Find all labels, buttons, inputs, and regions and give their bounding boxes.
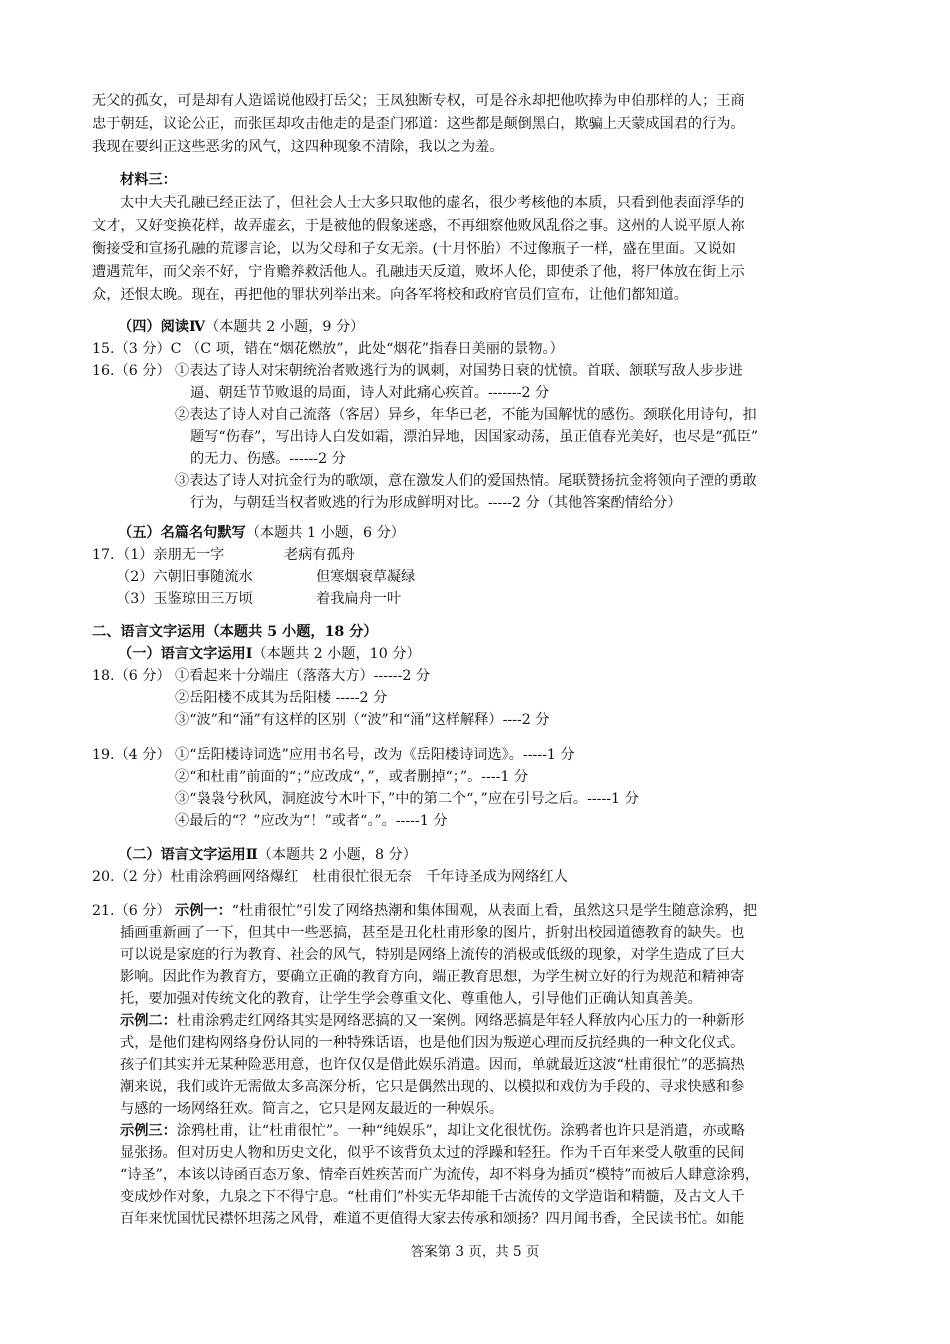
q21-ex3-line5: 百年来忧国忧民襟怀坦荡之风骨，难道不更值得大家去传承和颂扬？四月闻书香，全民读书忙。如能 [120,1211,745,1227]
q16-point3-cont: 行为，与朝廷当权者败逃的行为形成鲜明对比。-----2 分（其他答案酌情给分） [190,495,682,511]
section5-title: （五）名篇名句默写 [118,525,246,541]
q18-answer1: ①看起来十分端庄（落落大方）------2 分 [175,668,431,684]
page-footer: 答案第 3 页，共 5 页 [410,1244,540,1260]
q21-ex2-line2: 式，是他们建构网络身份认同的一种特殊话语，也是他们因为叛逆心理而反抗经典的一种文化仪式。 [120,1035,745,1051]
material3-line5: 众，还恨太晚。现在，再把他的罪状列举出来。向各军将校和政府官员们宣布，让他们都知道。 [92,287,688,303]
q16-point1: ①表达了诗人对宋朝统治者败逃行为的讽刺，对国势日衰的忧愤。首联、颔联写敌人步步进 [175,363,743,379]
q17-r1b: 老病有孤舟 [284,547,355,563]
material3-line1: 太中大夫孔融已经正法了，但社会人士大多只取他的虚名，很少考核他的本质，只看到他表面浮华的 [120,195,745,211]
q16-point2-cont1: 题写“伤春”，写出诗人白发如霜，漂泊异地，因国家动荡，虽正值春光美好，也尽是“孤臣” [190,429,759,445]
q21-ex2-line4: 潮来说，我们或许无需做太多高深分析，它只是偶然出现的、以模拟和戏仿为手段的、寻求快感和参 [120,1079,745,1095]
part2-sub1-header [118,644,421,664]
q19-number: 19.（4 分） [92,747,171,763]
q21-ex1-line1 [175,901,757,921]
q21-ex1-line2: 插画重新画了一下，但其中一些恶搞，甚至是丑化杜甫形象的图片，折射出校园道德教育的缺失。也 [120,925,745,941]
q21-ex1-line4: 影响。因此作为教育方，要确立正确的教育方向，端正教育思想，为学生树立好的行为规范和精神寄 [120,969,745,985]
q21-ex2-line1 [120,1011,744,1031]
q21-ex2-line3: 孩子们其实并无某种险恶用意，也许仅仅是借此娱乐消遣。因而，单就最近这波“杜甫很忙”的恶搞热 [120,1057,745,1073]
part2-sub1-title: （一）语言文字运用Ⅰ [118,646,253,662]
q21-ex3-line1 [120,1121,745,1141]
q19-answer2: ②“和杜甫”前面的“；”应改成“，”，或者删掉“；”。----1 分 [175,769,529,785]
part2-sub2-title: （二）语言文字运用Ⅱ [118,847,258,863]
q19-answer1: ①“岳阳楼诗词选”应用书名号，改为《岳阳楼诗词选》。-----1 分 [175,747,575,763]
q21-number: 21.（6 分） [92,903,171,919]
section5-note: （本题共 1 小题，6 分） [245,525,405,541]
part2-sub1-note: （本题共 2 小题，10 分） [252,646,421,662]
material3-title: 材料三： [120,172,177,188]
q21-ex1-label: 示例一： [175,903,232,919]
section4-title: （四）阅读Ⅳ [118,319,206,335]
material2-line3: 我现在要纠正这些恶劣的风气，这四种现象不清除，我以之为羞。 [92,139,504,155]
material2-line2: 忠于朝廷，议论公正，而张匡却攻击他走的是歪门邪道：这些都是颠倒黑白，欺骗上天蒙成国君的行为。 [92,116,745,132]
q21-ex2-label: 示例二： [120,1013,177,1029]
section5-header [118,523,405,543]
q21-ex1-line3: 可以说是家庭的行为教育、社会的风气，特别是网络上流传的消极或低级的现象，对学生造成了巨大 [120,947,745,963]
material3-line2: 文才，又好变换花样，故弄虚玄，于是被他的假象迷惑，不再细察他败风乱俗之事。这州的人说平原人祢 [92,218,745,234]
q18-answer2: ②岳阳楼不成其为岳阳楼 -----2 分 [175,690,388,706]
q21-ex1-line5: 托，要加强对传统文化的教育，让学生学会尊重文化、尊重他人，引导他们正确认知真善美。 [120,991,702,1007]
q18-number: 18.（6 分） [92,668,171,684]
part2-sub2-header [118,845,417,865]
q21-ex3-line3: “诗圣”，本该以诗函百态万象、情牵百姓疾苦而广为流传，却不料身为插页“模特”而被后人肆意涂鸦， [120,1167,760,1183]
q21-ex2-line5: 与感的一场网络狂欢。简言之，它只是网友最近的一种娱乐。 [120,1101,504,1117]
q21-ex1-text1: “杜甫很忙”引发了网络热潮和集体围观，从表面上看，虽然这只是学生随意涂鸦，把 [231,903,758,919]
material3-line3: 衡接受和宣扬孔融的荒谬言论，以为父母和子女无亲。(十月怀胎）不过像瓶子一样，盛在里面。又说如 [92,241,736,257]
q17-number: 17. [92,547,115,563]
q17-r3b: 着我扁舟一叶 [316,591,402,607]
section4-header [118,317,364,337]
q17-r2b: 但寒烟衰草凝绿 [316,569,416,585]
q18-answer3: ③“波”和“涌”有这样的区别（“波”和“涌”这样解释）----2 分 [175,712,550,728]
q17-r3a: （3）玉鉴琼田三万顷 [116,591,253,607]
q19-answer4: ④最后的“？”应改为“！”或者“。”。-----1 分 [175,813,448,829]
part2-sub2-note: （本题共 2 小题，8 分） [257,847,417,863]
q21-ex3-label: 示例三： [120,1123,177,1139]
material3-line4: 遭遇荒年，而父亲不好，宁肯赡养救活他人。孔融违天反道，败坏人伦，即使杀了他，将尸体放在街上示 [92,264,745,280]
q21-ex3-text1: 涂鸦杜甫，让“杜甫很忙”。一种“纯娱乐”，却让文化很忧伤。涂鸦者也许只是消遣，亦或略 [176,1123,745,1139]
material2-line1: 无父的孤女，可是却有人造谣说他殴打岳父；王凤独断专权，可是谷永却把他吹捧为申伯那样的人；王商 [92,93,745,109]
q20-answer: 20.（2 分）杜甫涂鸦画网络爆红 杜甫很忙很无奈 千年诗圣成为网络红人 [92,869,568,885]
section4-note: （本题共 2 小题，9 分） [205,319,365,335]
q21-ex2-text1: 杜甫涂鸦走红网络其实是网络恶搞的又一案例。网络恶搞是年轻人释放内心压力的一种新形 [176,1013,745,1029]
q17-r1a: （1）亲朋无一字 [116,547,225,563]
q16-number: 16.（6 分） [92,363,171,379]
q21-ex3-line2: 显张扬。但对历史人物和历史文化，似乎不该背负太过的浮躁和轻狂。作为千百年来受人敬重的民间 [120,1145,745,1161]
q19-answer3: ③“袅袅兮秋风，洞庭波兮木叶下，”中的第二个“，”应在引号之后。-----1 分 [175,791,639,807]
q16-point2-cont2: 的无力、伤感。------2 分 [190,451,346,467]
q21-ex3-line4: 变成炒作对象，九泉之下不得宁息。“杜甫们”朴实无华却能千古流传的文学造诣和精髓，及古文人千 [120,1189,745,1205]
q17-r2a: （2）六朝旧事随流水 [116,569,253,585]
q16-point2: ②表达了诗人对自己流落（客居）异乡，年华已老，不能为国解忧的感伤。颈联化用诗句，扣 [175,407,757,423]
q16-point3: ③表达了诗人对抗金行为的歌颂，意在激发人们的爱国热情。尾联赞扬抗金将领向子湮的勇敢 [175,473,757,489]
q16-point1-cont: 逼、朝廷节节败退的局面，诗人对此痛心疾首。-------2 分 [190,385,550,401]
part2-header: 二、语言文字运用（本题共 5 小题，18 分） [92,624,378,640]
q15-answer: 15.（3 分）C （C 项，错在“烟花燃放”，此处“烟花”指春日美丽的景物。） [92,341,564,357]
